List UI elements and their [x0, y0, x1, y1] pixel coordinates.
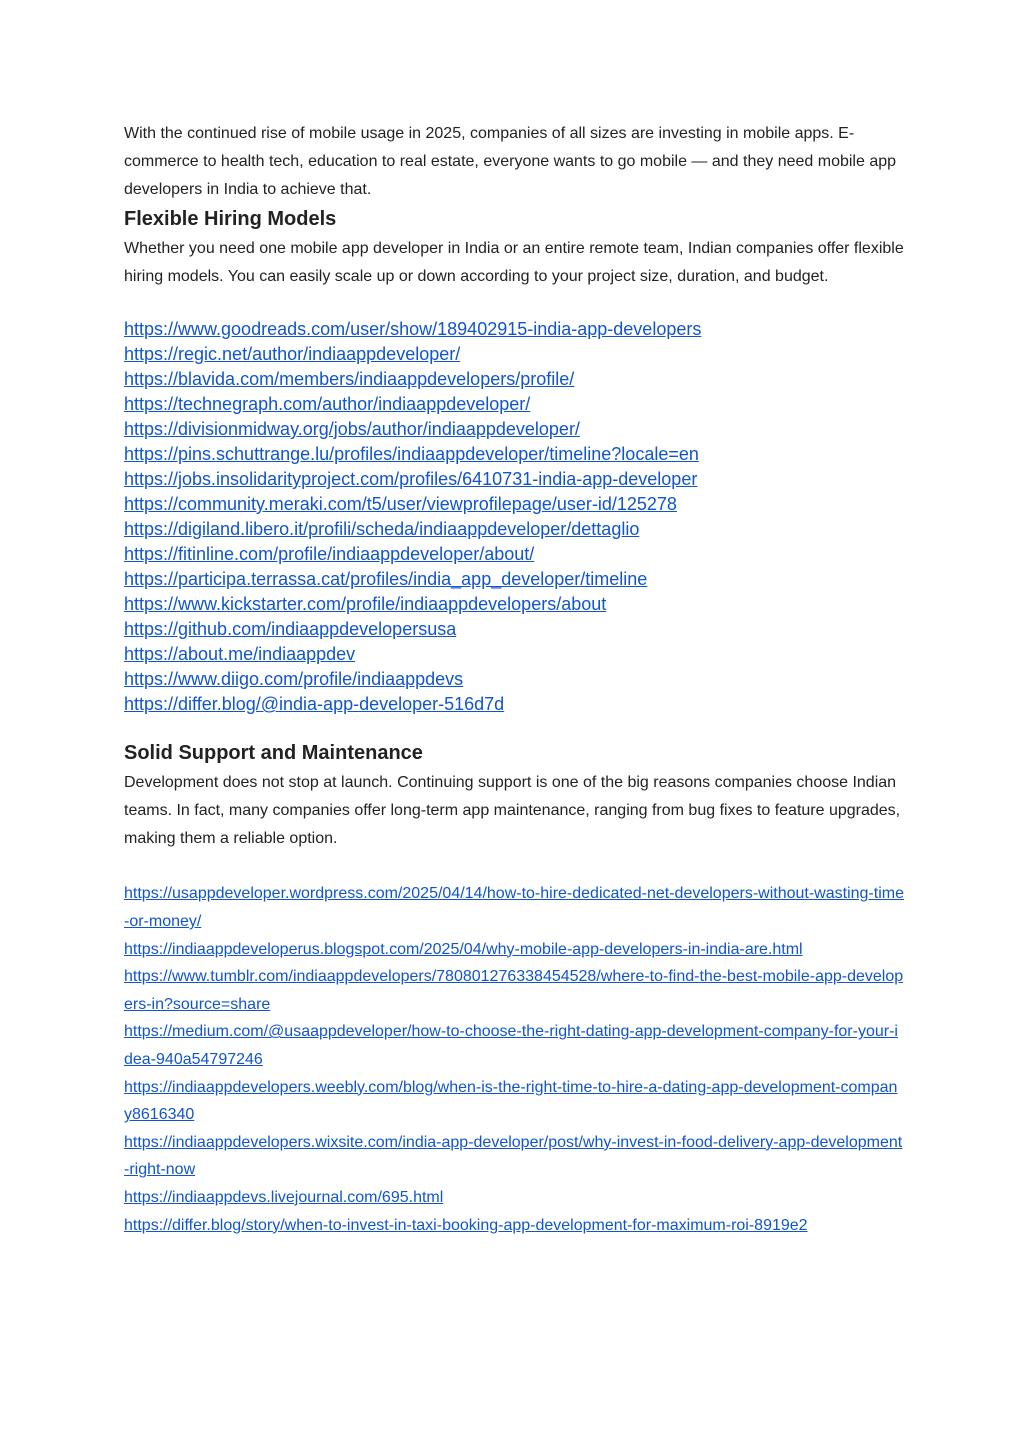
article-link[interactable]: https://indiaappdevs.livejournal.com/695.html — [124, 1188, 444, 1206]
list-item — [124, 592, 904, 617]
document-page — [124, 120, 904, 1239]
list-item — [124, 542, 904, 567]
intro-paragraph: With the continued rise of mobile usage in 2025, companies of all sizes are investing in mobile apps. E-commerce to health tech, education to real estate, everyone wants to go mobile — and they need mobile app developers in India to achieve that. — [124, 125, 897, 198]
list-item — [124, 367, 904, 392]
list-item — [124, 492, 904, 517]
list-item — [124, 417, 904, 442]
article-link[interactable]: https://indiaappdevelopers.wixsite.com/india-app-developer/post/why-invest-in-food-delivery-app-development-right-now — [124, 1133, 903, 1179]
section-heading-flexible-hiring: Flexible Hiring Models — [124, 208, 337, 231]
article-link[interactable]: https://indiaappdeveloperus.blogspot.com/2025/04/why-mobile-app-developers-in-india-are.html — [124, 940, 803, 958]
article-link[interactable]: https://www.tumblr.com/indiaappdevelopers/780801276338454528/where-to-find-the-best-mobile-app-developers-in?source=share — [124, 968, 904, 1013]
profile-link[interactable]: https://pins.schuttrange.lu/profiles/indiaappdeveloper/timeline?locale=en — [124, 443, 699, 464]
list-item — [124, 936, 904, 964]
profile-link[interactable]: https://participa.terrassa.cat/profiles/india_app_developer/timeline — [124, 568, 648, 589]
profile-link[interactable]: https://about.me/indiaappdev — [124, 643, 356, 664]
spacer — [124, 717, 904, 737]
profile-link[interactable]: https://www.kickstarter.com/profile/indiaappdevelopers/about — [124, 593, 607, 614]
profile-link[interactable]: https://jobs.insolidarityproject.com/profiles/6410731-india-app-developer — [124, 468, 698, 489]
profile-link[interactable]: https://divisionmidway.org/jobs/author/indiaappdeveloper/ — [124, 418, 580, 439]
article-links-list — [124, 880, 904, 1239]
spacer — [124, 291, 904, 317]
list-item — [124, 1074, 904, 1129]
profile-link[interactable]: https://www.goodreads.com/user/show/189402915-india-app-developers — [124, 318, 702, 339]
list-item — [124, 692, 904, 717]
list-item — [124, 1212, 904, 1240]
list-item — [124, 517, 904, 542]
list-item — [124, 617, 904, 642]
profile-link[interactable]: https://blavida.com/members/indiaappdevelopers/profile/ — [124, 368, 575, 389]
list-item — [124, 1018, 904, 1073]
profile-link[interactable]: https://fitinline.com/profile/indiaappdeveloper/about/ — [124, 543, 535, 564]
list-item — [124, 667, 904, 692]
list-item — [124, 342, 904, 367]
section-heading-support-maintenance: Solid Support and Maintenance — [124, 741, 423, 764]
profile-link[interactable]: https://github.com/indiaappdevelopersusa — [124, 618, 457, 639]
profile-link[interactable]: https://differ.blog/@india-app-developer-516d7d — [124, 693, 505, 714]
article-link[interactable]: https://indiaappdevelopers.weebly.com/blog/when-is-the-right-time-to-hire-a-dating-app-development-company8616340 — [124, 1078, 898, 1124]
article-link[interactable]: https://usappdeveloper.wordpress.com/2025/04/14/how-to-hire-dedicated-net-developers-without-wasting-time-or-money/ — [124, 885, 904, 930]
profile-link[interactable]: https://technegraph.com/author/indiaappdeveloper/ — [124, 393, 531, 414]
list-item — [124, 467, 904, 492]
profile-links-list — [124, 317, 904, 717]
list-item — [124, 442, 904, 467]
flexible-hiring-paragraph: Whether you need one mobile app developer in India or an entire remote team, Indian companies offer flexible hiring models. You can easily scale up or down according to your project size, duration, and budget. — [124, 240, 904, 286]
profile-link[interactable]: https://www.diigo.com/profile/indiaappdevs — [124, 668, 464, 689]
profile-link[interactable]: https://community.meraki.com/t5/user/viewprofilepage/user-id/125278 — [124, 493, 677, 514]
list-item — [124, 1184, 904, 1212]
article-link[interactable]: https://differ.blog/story/when-to-invest-in-taxi-booking-app-development-for-maximum-roi-8919e2 — [124, 1216, 808, 1234]
list-item — [124, 392, 904, 417]
support-maintenance-paragraph: Development does not stop at launch. Continuing support is one of the big reasons companies choose Indian teams. In fact, many companies offer long-term app maintenance, ranging from bug fixes to feature upgrades, making them a reliable option. — [124, 773, 901, 847]
list-item — [124, 567, 904, 592]
list-item — [124, 642, 904, 667]
profile-link[interactable]: https://digiland.libero.it/profili/scheda/indiaappdeveloper/dettaglio — [124, 518, 640, 539]
list-item — [124, 963, 904, 1018]
profile-link[interactable]: https://regic.net/author/indiaappdeveloper/ — [124, 343, 461, 364]
list-item — [124, 880, 904, 935]
spacer — [124, 852, 904, 880]
list-item — [124, 317, 904, 342]
list-item — [124, 1129, 904, 1184]
article-link[interactable]: https://medium.com/@usaappdeveloper/how-to-choose-the-right-dating-app-development-company-for-your-idea-940a54797246 — [124, 1023, 898, 1068]
